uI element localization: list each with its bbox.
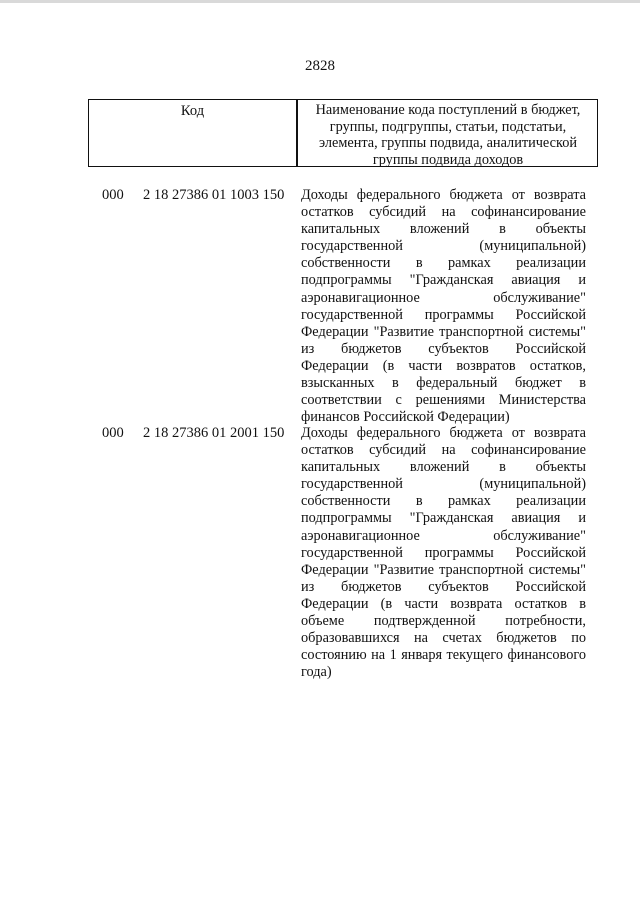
header-name-label: Наименование кода поступлений в бюджет, группы, подгруппы, статьи, подстатьи, элемента, группы подвида, аналитической группы подвида доходов [315, 102, 581, 168]
table-header [88, 99, 598, 167]
admin-code: 000 [102, 187, 124, 203]
page-number: 2828 [305, 58, 335, 74]
row-description: Доходы федерального бюджета от возврата остатков субсидий на софинансирование капитальных вложений в объекты государственной (муниципальной) собственности в рамках реализации подпрограммы "Гражданская авиация и аэронавигационное обслуживание" государственной программы Российской Федерации "Развитие транспортной системы" из бюджетов субъектов Российской Федерации (в части возврата остатков в объеме подтвержденной потребности, образовавшихся на счетах бюджетов по состоянию на 1 января текущего финансового года) [301, 425, 586, 681]
budget-code: 2 18 27386 01 2001 150 [143, 425, 285, 441]
budget-code: 2 18 27386 01 1003 150 [143, 187, 285, 203]
scan-edge [0, 0, 640, 3]
admin-code: 000 [102, 425, 124, 441]
row-description: Доходы федерального бюджета от возврата остатков субсидий на софинансирование капитальных вложений в объекты государственной (муниципальной) собственности в рамках реализации подпрограммы "Гражданская авиация и аэронавигационное обслуживание" государственной программы Российской Федерации "Развитие транспортной системы" из бюджетов субъектов Российской Федерации (в части возвратов остатков, взысканных в федеральный бюджет в соответствии с решениями Министерства финансов Российской Федерации) [301, 187, 586, 426]
header-divider [296, 100, 298, 166]
header-code-label: Код [180, 103, 205, 119]
